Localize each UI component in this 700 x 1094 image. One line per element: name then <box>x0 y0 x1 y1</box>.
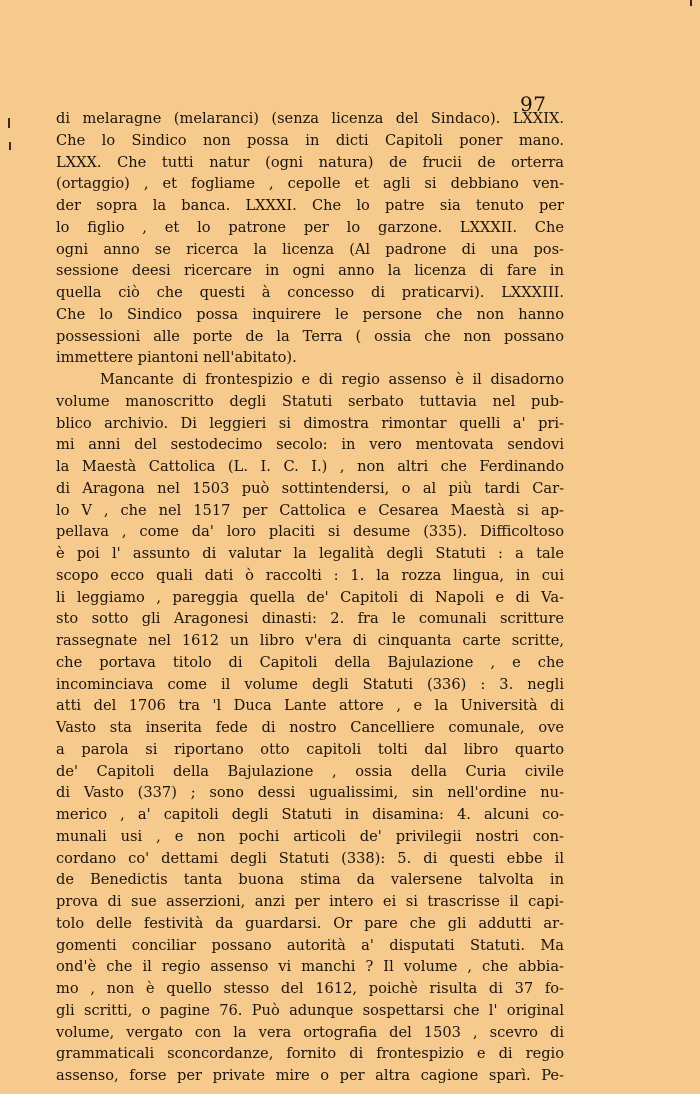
text-line: rassegnate nel 1612 un libro v'era di cinquanta carte scritte, <box>56 632 564 649</box>
text-line: munali usi , e non pochi articoli de' privilegii nostri con- <box>56 827 564 845</box>
text-line: la Maestà Cattolica (L. I. C. I.) , non altri che Ferdinando <box>56 458 564 475</box>
text-line: der sopra la banca. LXXXI. Che lo patre sia tenuto per <box>56 197 564 214</box>
text-line: di melaragne (melaranci) (senza licenza del Sindaco). LXXIX. <box>56 110 564 127</box>
text-line: sto sotto gli Aragonesi dinasti: 2. fra le comunali scritture <box>56 610 564 628</box>
text-line: lo figlio , et lo patrone per lo garzone. LXXXII. Che <box>56 218 564 236</box>
text-line: mi anni del sestodecimo secolo: in vero mentovata sendovi <box>56 436 564 454</box>
text-line: Vasto sta inserita fede di nostro Cancelliere comunale, ove <box>56 719 564 736</box>
text-line: gli scritti, o pagine 76. Può adunque sospettarsi che l' original <box>56 1001 564 1019</box>
text-line: assenso, forse per private mire o per altra cagione sparì. Pe- <box>56 1067 564 1084</box>
margin-mark-bottom <box>9 142 11 150</box>
text-line: blico archivio. Di leggieri si dimostra rimontar quelli a' pri- <box>56 414 564 432</box>
text-line: gomenti conciliar possano autorità a' disputati Statuti. Ma <box>56 936 564 954</box>
page-number: 97 <box>520 92 547 116</box>
text-line: li leggiamo , pareggia quella de' Capitoli di Napoli e di Va- <box>56 588 564 606</box>
paragraph-first-line: Mancante di frontespizio e di regio assenso è il disadorno <box>100 371 564 388</box>
text-line: prova di sue asserzioni, anzi per intero ei si trascrisse il capi- <box>56 893 564 910</box>
text-line: lo V , che nel 1517 per Cattolica e Cesarea Maestà si ap- <box>56 501 564 519</box>
text-line: merico , a' capitoli degli Statuti in disamina: 4. alcuni co- <box>56 806 564 823</box>
text-line: volume manoscritto degli Statuti serbato tuttavia nel pub- <box>56 392 564 410</box>
text-line: mo , non è quello stesso del 1612, poichè risulta di 37 fo- <box>56 980 564 997</box>
text-line: a parola si riportano otto capitoli tolti dal libro quarto <box>56 740 564 758</box>
text-line: immettere piantoni nell'abitato). <box>56 349 297 367</box>
text-line: grammaticali sconcordanze, fornito di frontespizio e di regio <box>56 1045 564 1063</box>
text-line: tolo delle festività da guardarsi. Or pare che gli addutti ar- <box>56 914 564 932</box>
text-line: Che lo Sindico non possa in dicti Capitoli poner mano. <box>56 131 564 149</box>
text-line: de Benedictis tanta buona stima da valersene talvolta in <box>56 871 564 889</box>
text-line: possessioni alle porte de la Terra ( ossia che non possano <box>56 327 564 345</box>
text-line: sessione deesi ricercare in ogni anno la licenza di fare in <box>56 262 564 280</box>
text-line: di Aragona nel 1503 può sottintendersi, o al più tardi Car- <box>56 479 564 497</box>
body-text <box>56 108 564 1087</box>
text-line: scopo ecco quali dati ò raccolti : 1. la rozza lingua, in cui <box>56 566 564 584</box>
text-line: volume, vergato con la vera ortografia del 1503 , scevro di <box>56 1023 564 1041</box>
text-line: incominciava come il volume degli Statuti (336) : 3. negli <box>56 675 564 693</box>
text-line: LXXX. Che tutti natur (ogni natura) de frucii de orterra <box>56 153 564 171</box>
corner-mark <box>690 0 692 6</box>
text-line: atti del 1706 tra 'l Duca Lante attore , e la Università di <box>56 697 564 715</box>
text-line: ond'è che il regio assenso vi manchi ? Il volume , che abbia- <box>56 958 564 976</box>
text-line: de' Capitoli della Bajulazione , ossia della Curia civile <box>56 762 564 780</box>
text-line: di Vasto (337) ; sono dessi ugualissimi, sin nell'ordine nu- <box>56 784 564 802</box>
text-line: ogni anno se ricerca la licenza (Al padrone di una pos- <box>56 240 564 258</box>
text-line: è poi l' assunto di valutar la legalità degli Statuti : a tale <box>56 545 564 562</box>
text-line: (ortaggio) , et fogliame , cepolle et agli si debbiano ven- <box>56 175 564 193</box>
text-line: cordano co' dettami degli Statuti (338): 5. di questi ebbe il <box>56 849 564 867</box>
text-line: pellava , come da' loro placiti si desume (335). Difficoltoso <box>56 523 564 541</box>
text-line: quella ciò che questi à concesso di praticarvi). LXXXIII. <box>56 284 564 301</box>
text-line: che portava titolo di Capitoli della Bajulazione , e che <box>56 653 564 671</box>
margin-mark-top <box>8 118 10 128</box>
text-line: Che lo Sindico possa inquirere le persone che non hanno <box>56 305 564 323</box>
